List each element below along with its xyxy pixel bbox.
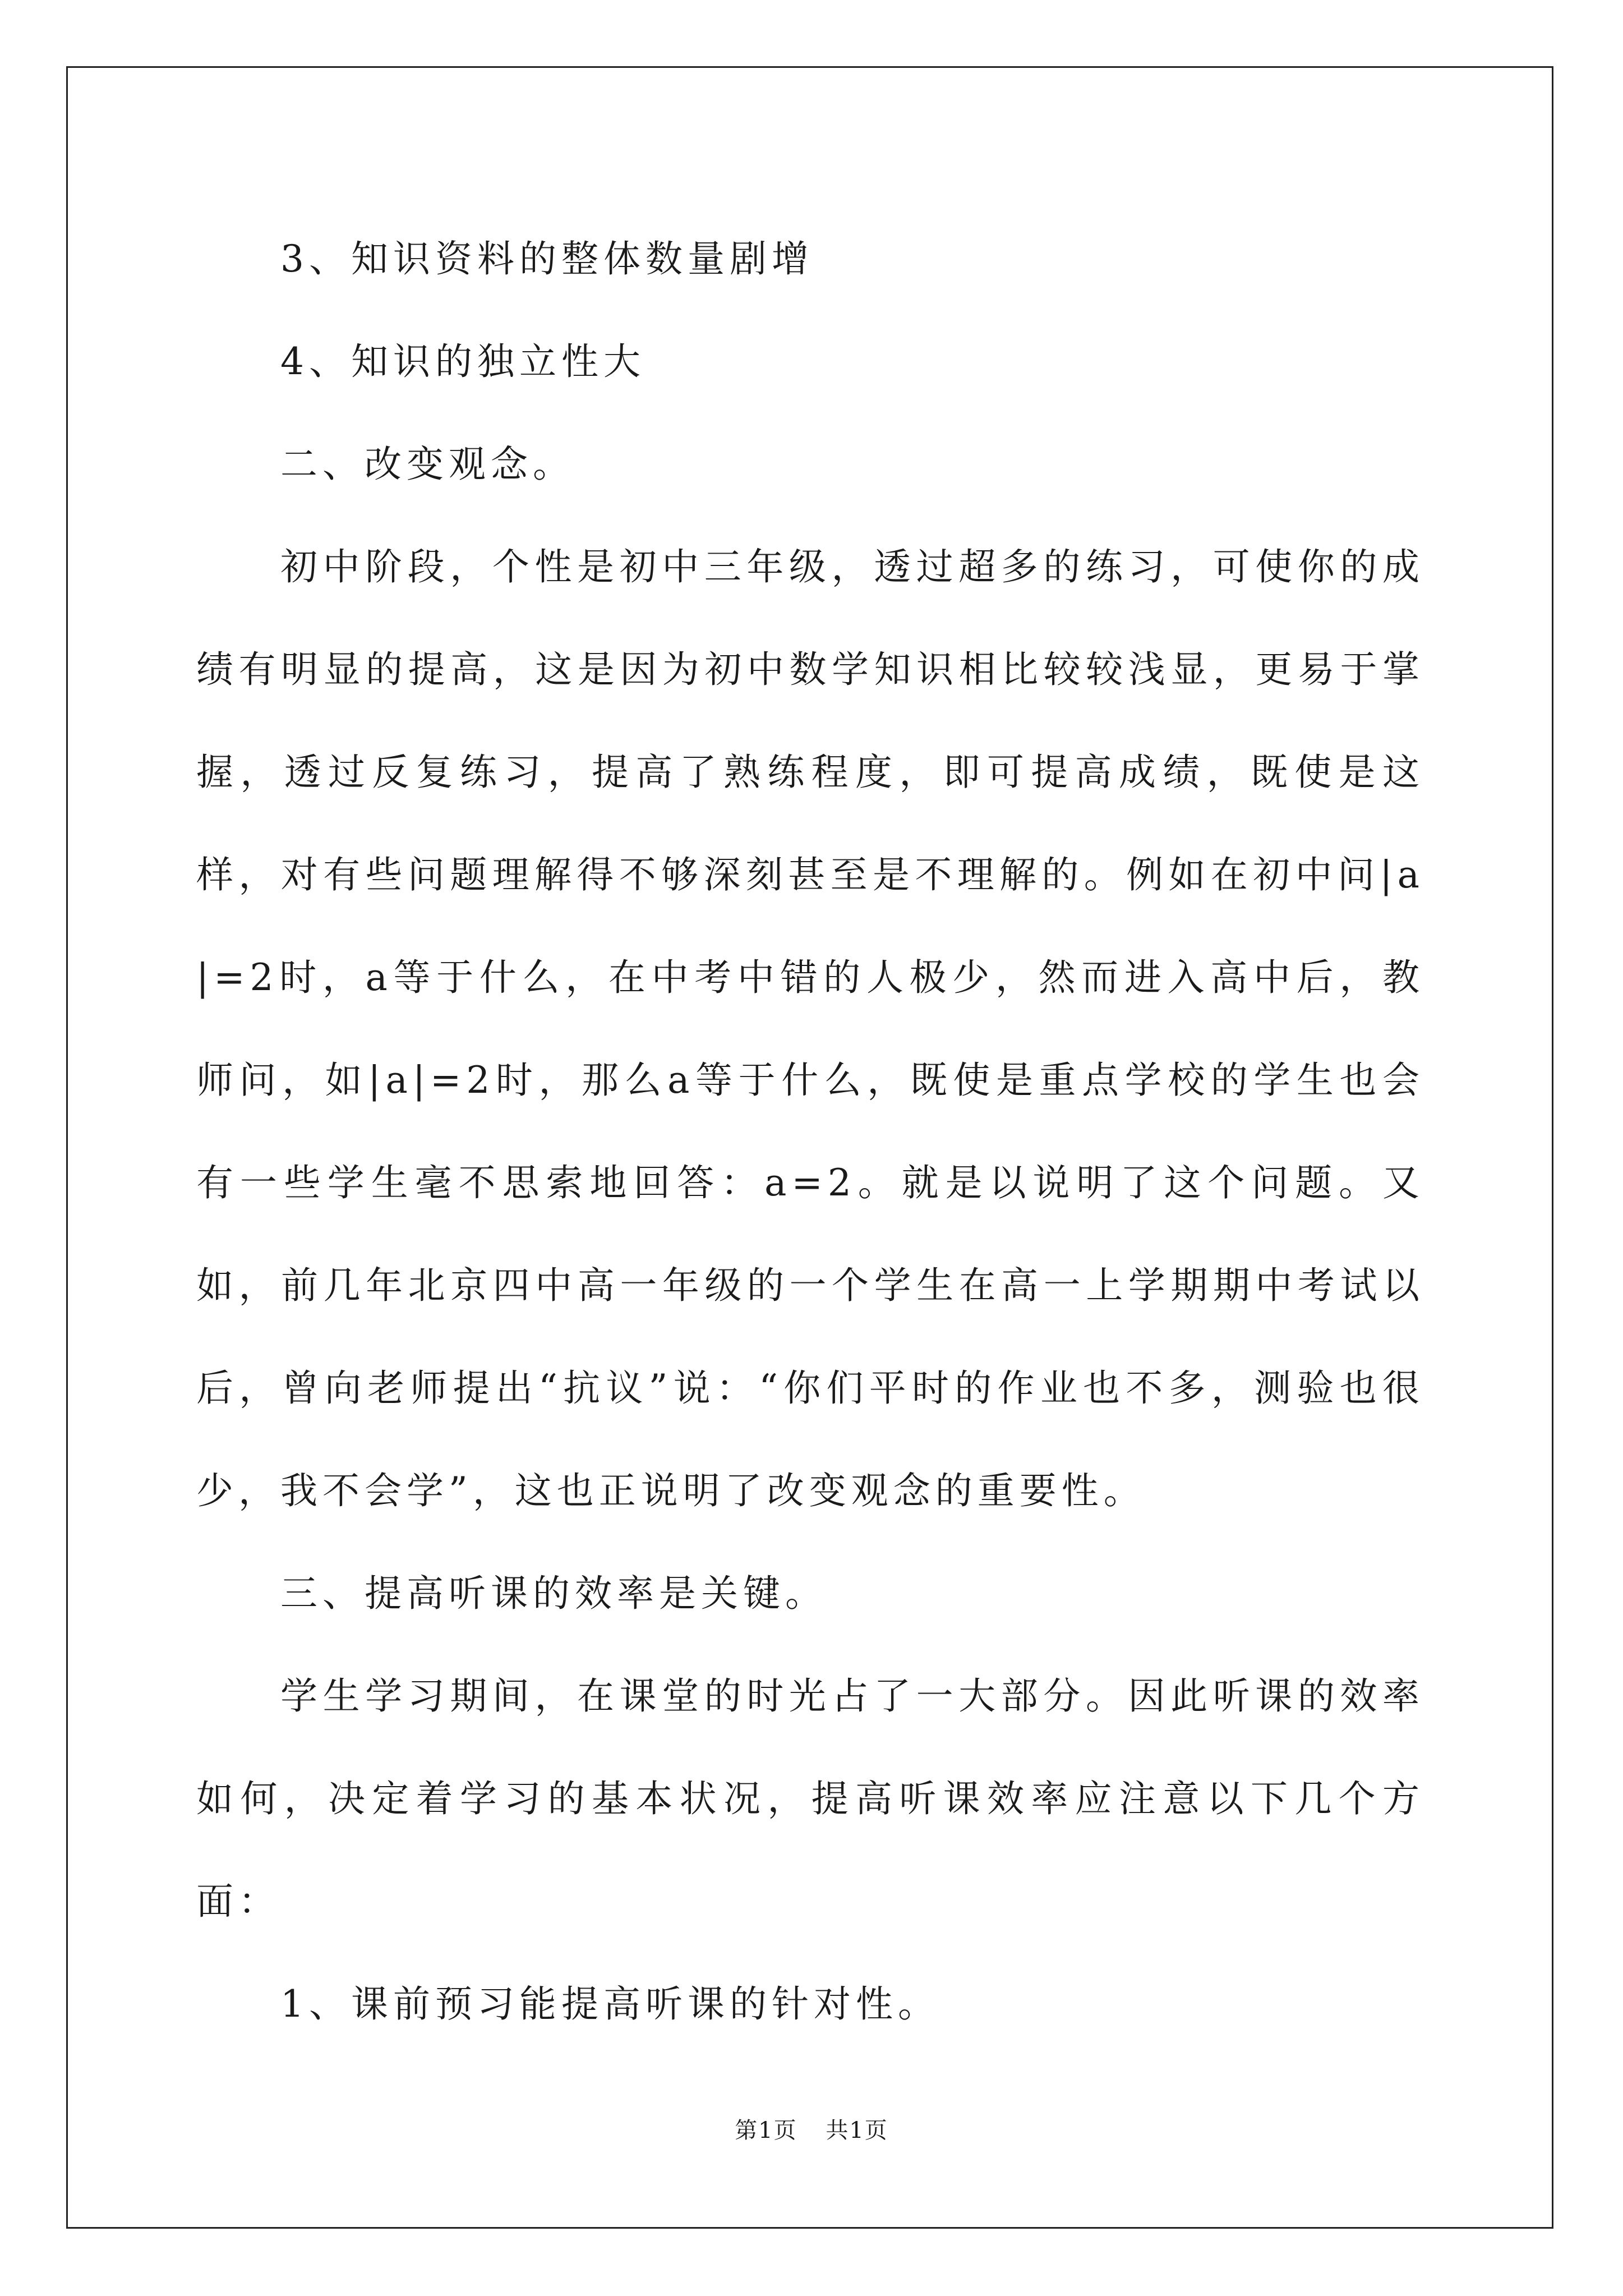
paragraph-list-item-1: 1、课前预习能提高听课的针对性。 <box>280 1982 940 2026</box>
paragraph-body: 初中阶段，个性是初中三年级，透过超多的练习，可使你的成绩有明显的提高，这是因为初中数学知识相比较较浅显，更易于掌握，透过反复练习，提高了熟练程度，即可提高成绩，既使是这样，对有些问题理解得不够深刻甚至是不理解的。例如在初中问|a|=2时，a等于什么，在中考中错的人极少，然而进入高中后，教师问，如|a|=2时，那么a等于什么，既使是重点学校的学生也会有一些学生毫不思索地回答：a=2。就是以说明了这个问题。又如，前几年北京四中高一年级的一个学生在高一上学期期中考试以后，曾向老师提出“抗议”说：“你们平时的作业也不多，测验也很少，我不会学”，这也正说明了改变观念的重要性。 <box>196 545 1424 1512</box>
paragraph-list-item-4: 4、知识的独立性大 <box>280 340 645 383</box>
page-number-total: 共1页 <box>826 2118 888 2143</box>
document-body <box>196 208 1424 2055</box>
paragraph-list-item-3: 3、知识资料的整体数量剧增 <box>280 237 814 280</box>
section-heading-2: 二、改变观念。 <box>280 443 575 486</box>
section-heading-3: 三、提高听课的效率是关键。 <box>280 1572 827 1615</box>
paragraph-body: 学生学习期间，在课堂的时光占了一大部分。因此听课的效率如何，决定着学习的基本状况，提高听课效率应注意以下几个方面： <box>196 1674 1424 1923</box>
page-footer <box>0 2114 1623 2147</box>
page-number-current: 第1页 <box>735 2118 797 2143</box>
